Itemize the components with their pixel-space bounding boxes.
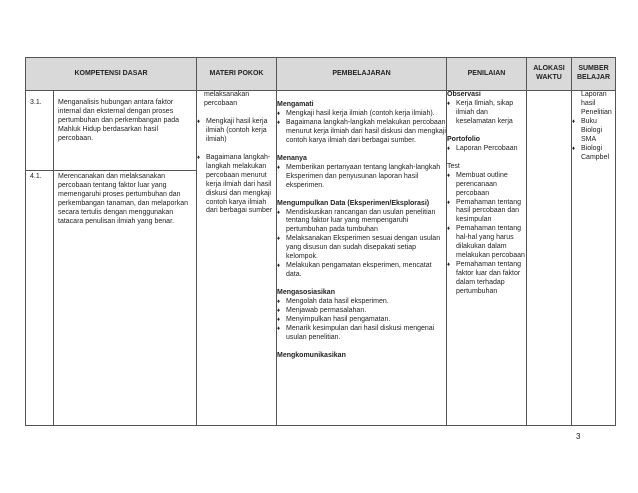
section-test: Test: [447, 162, 460, 170]
list-item: ♦ Kerja Ilmiah, sikap ilmiah dan keselamatan kerja: [447, 100, 526, 127]
section-mengasosiasikan: Mengasosiasikan: [277, 289, 335, 297]
alokasi-waktu-cell: [527, 91, 572, 426]
section-mengkomunikasikan: Mengkomunikasikan: [277, 351, 346, 359]
observasi-list: [447, 100, 526, 127]
header-row: [26, 58, 616, 91]
list-item: ♦ Pemahaman tentang faktor luar dan faktor dalam terhadap pertumbuhan: [447, 261, 526, 297]
page-number: 3: [576, 432, 581, 441]
list-item: ♦ Mengkaji hasil kerja ilmiah (contoh kerja ilmiah).: [277, 110, 446, 119]
kd-number: 3.1.: [26, 91, 54, 171]
pembelajaran-cell: [277, 91, 447, 426]
list-item: ♦ Buku Biologi SMA: [572, 118, 615, 145]
header-penilaian: PENILAIAN: [447, 58, 527, 91]
kd-number: 4.1.: [26, 171, 54, 426]
sumber-belajar-cell: [572, 91, 616, 426]
list-item: ♦ Melaksanakan Eksperimen sesuai dengan usulan yang disusun dan sudah disepakati setiap kelompok.: [277, 235, 446, 262]
list-item: ♦ Bagaimana langkah-langkah melakukan percobaan menurut kerja ilmiah dari hasil diskusi dan mengkaji contoh karya ilmiah dari berbagai sumber: [197, 154, 276, 217]
header-materi-pokok: MATERI POKOK: [197, 58, 277, 91]
materi-list: [197, 118, 276, 217]
header-kompetensi-dasar: KOMPETENSI DASAR: [26, 58, 197, 91]
list-item: ♦ Pemahaman tentang hasil percobaan dan kesimpulan: [447, 199, 526, 226]
portofolio-list: [447, 145, 526, 154]
materi-pokok-cell: [197, 91, 277, 426]
header-alokasi-waktu: ALOKASI WAKTU: [527, 58, 572, 91]
menanya-list: [277, 164, 446, 191]
sumber-list: [572, 118, 615, 163]
penilaian-cell: [447, 91, 527, 426]
list-item: ♦ Menyimpulkan hasil pengamatan.: [277, 316, 446, 325]
header-sumber-belajar: SUMBER BELAJAR: [572, 58, 616, 91]
header-pembelajaran: PEMBELAJARAN: [277, 58, 447, 91]
list-item: ♦ Membuat outline perencanaan percobaan: [447, 172, 526, 199]
section-mengumpulkan-data: Mengumpulkan Data (Eksperimen/Eksplorasi): [277, 199, 430, 207]
mengamati-list: [277, 110, 446, 146]
kd-text: Menganalisis hubungan antara faktor internal dan eksternal dengan proses pertumbuhan dan perkembangan pada Mahluk Hidup berdasarkan hasil percobaan.: [54, 91, 197, 171]
table-row: [26, 91, 616, 171]
list-item: ♦ Biologi Campbel: [572, 145, 615, 163]
list-item: ♦ Menjawab permasalahan.: [277, 307, 446, 316]
list-item: ♦ Mengkaji hasil kerja ilmiah (contoh kerja ilmiah): [197, 118, 276, 145]
sumber-intro: Laporan hasil Penelitian: [581, 91, 612, 116]
list-item: ♦ Memberikan pertanyaan tentang langkah-langkah Eksperimen dan penyusunan laporan hasil eksperimen.: [277, 164, 446, 191]
list-item: ♦ Menarik kesimpulan dari hasil diskusi mengenai usulan penelitian.: [277, 325, 446, 343]
section-menanya: Menanya: [277, 154, 307, 162]
test-list: [447, 172, 526, 297]
mengumpulkan-list: [277, 209, 446, 281]
list-item: ♦ Mengolah data hasil eksperimen.: [277, 298, 446, 307]
section-observasi: Observasi: [447, 91, 481, 98]
list-item: ♦ Laporan Percobaan: [447, 145, 526, 154]
syllabus-table: [25, 57, 616, 426]
materi-intro: melaksanakan percobaan: [204, 91, 250, 107]
list-item: ♦ Pemahaman tentang hal-hal yang harus dilakukan dalam melakukan percobaan: [447, 225, 526, 261]
list-item: ♦ Mendiskusikan rancangan dan usulan penelitian tentang faktor luar yang mempengaruhi pertumbuhan pada tumbuhan: [277, 209, 446, 236]
section-mengamati: Mengamati: [277, 101, 314, 108]
mengasosiasikan-list: [277, 298, 446, 343]
list-item: ♦ Bagaimana langkah-langkah melakukan percobaan menurut kerja ilmiah dari hasil diskusi dan mengkaji contoh karya ilmiah dari berbagai sumber.: [277, 119, 446, 146]
kd-text: Merencanakan dan melaksanakan percobaan tentang faktor luar yang memengaruhi proses pertumbuhan dan perkembangan tanaman, dan melaporkan secara tertulis dengan menggunakan tatacara penulisan ilmiah yang benar.: [54, 171, 197, 426]
list-item: ♦ Melakukan pengamatan eksperimen, mencatat data.: [277, 262, 446, 280]
section-portofolio: Portofolio: [447, 135, 481, 143]
